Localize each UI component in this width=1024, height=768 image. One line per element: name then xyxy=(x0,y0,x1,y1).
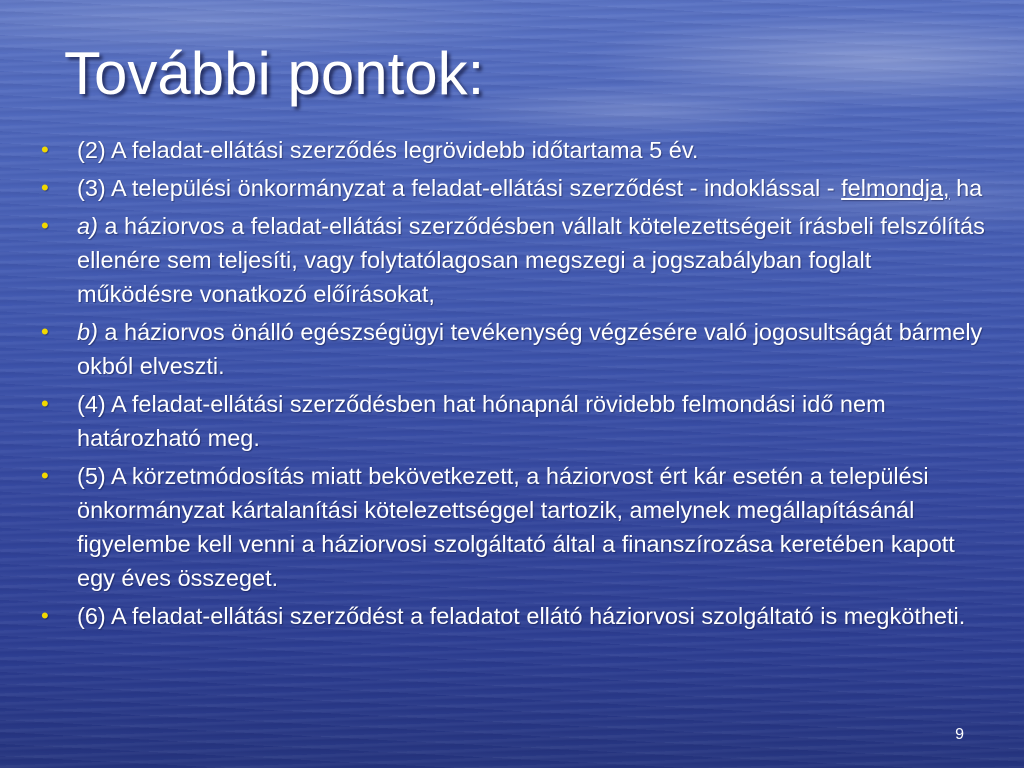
bullet-text: (5) A körzetmódosítás miatt bekövetkezett, a háziorvost ért kár esetén a települési önkormányzat kártalanítási kötelezettséggel tartozik, amelynek megállapításánál figyelembe kell venni a háziorvosi szolgáltató által a finanszírozása keretében kapott egy éves összeget. xyxy=(77,463,955,591)
slide-title: További pontok: xyxy=(64,40,485,107)
bullet-item-2 xyxy=(40,133,990,167)
bullet-text: (4) A feladat-ellátási szerződésben hat hónapnál rövidebb felmondási idő nem határozható meg. xyxy=(77,391,886,451)
bullet-text: a háziorvos a feladat-ellátási szerződésben vállalt kötelezettségeit írásbeli felszólítás ellenére sem teljesíti, vagy folytatólagosan megszegi a jogszabályban foglalt működésre vonatkozó előírásokat, xyxy=(77,213,985,307)
bullet-dot-icon: • xyxy=(41,213,49,238)
bullet-dot-icon: • xyxy=(41,137,49,162)
underlined-term: felmondja, xyxy=(841,175,950,201)
bullet-text: (2) A feladat-ellátási szerződés legrövidebb időtartama 5 év. xyxy=(77,137,699,163)
bullet-item-b xyxy=(40,315,990,383)
bullet-dot-icon: • xyxy=(41,319,49,344)
bullet-dot-icon: • xyxy=(41,391,49,416)
bullet-dot-icon: • xyxy=(41,463,49,488)
item-prefix: a) xyxy=(77,213,98,239)
bullet-text: (3) A települési önkormányzat a feladat-ellátási szerződést - indoklással - xyxy=(77,175,842,201)
bullet-item-3 xyxy=(40,171,990,205)
bullet-list xyxy=(40,133,990,637)
item-prefix: b) xyxy=(77,319,98,345)
bullet-item-a xyxy=(40,209,990,311)
bullet-text: (6) A feladat-ellátási szerződést a feladatot ellátó háziorvosi szolgáltató is megkötheti. xyxy=(77,603,966,629)
bullet-item-4 xyxy=(40,387,990,455)
bullet-item-5 xyxy=(40,459,990,595)
bullet-text-tail: ha xyxy=(949,175,983,201)
bullet-dot-icon: • xyxy=(41,603,49,628)
bullet-text: a háziorvos önálló egészségügyi tevékenység végzésére való jogosultságát bármely okból elveszti. xyxy=(77,319,983,379)
page-number: 9 xyxy=(955,726,964,743)
bullet-item-6 xyxy=(40,599,990,633)
bullet-dot-icon: • xyxy=(41,175,49,200)
